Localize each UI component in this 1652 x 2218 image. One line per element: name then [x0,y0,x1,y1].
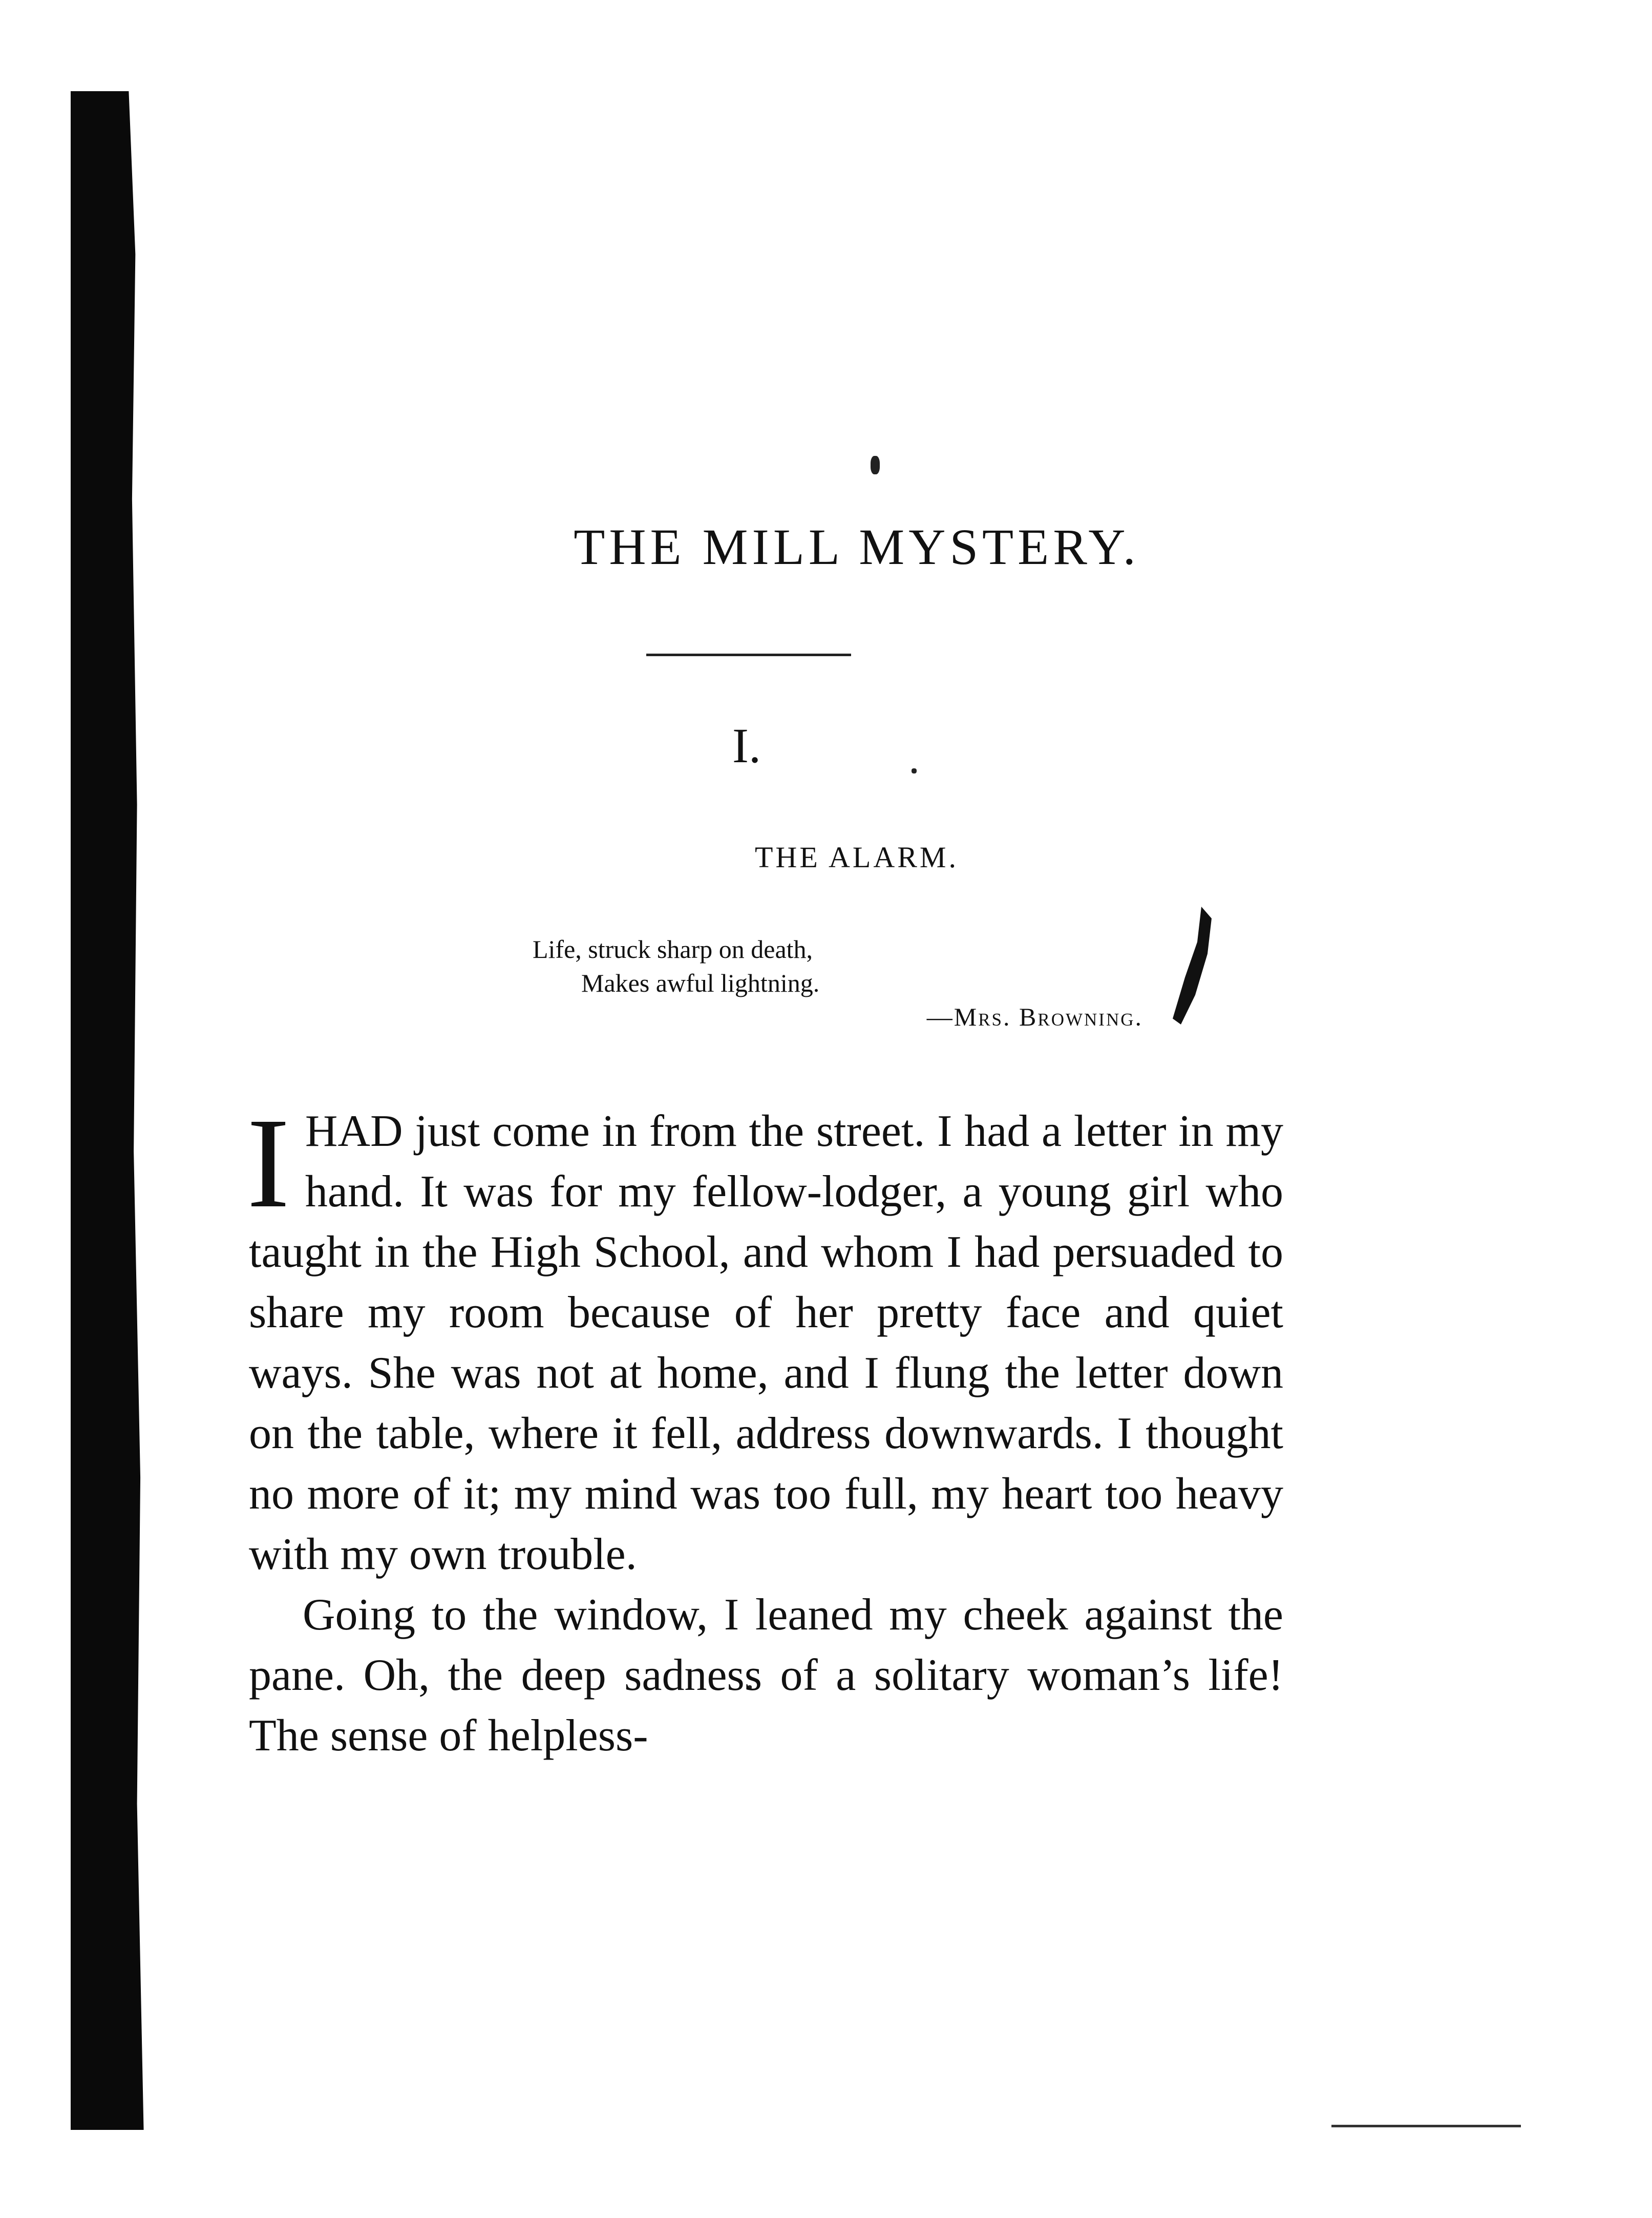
ink-speck [912,768,917,773]
bottom-rule [1331,2125,1521,2127]
drop-cap: I [247,1091,290,1234]
chapter-numeral: I. [732,718,761,773]
epigraph [533,932,1157,1034]
ink-speck [871,456,880,474]
chapter-title: THE ALARM. [755,841,959,874]
ink-blot [1173,907,1214,1024]
paragraph [247,1091,1283,1585]
paragraph-text: HAD just come in from the street. I had a letter in my hand. It was for my fellow-lodger, a young girl who taught in the High School, and whom I had persuaded to share my room because of her pretty face and quiet ways. She was not at home, and I flung the letter down on the table, where it fell, address downwards. I thought no more of it; my mind was too full, my heart too heavy with my own trouble. [249,1106,1283,1579]
epigraph-attribution: —Mrs. Browning. [926,1002,1143,1031]
binding-shadow [71,91,154,2130]
paragraph: Going to the window, I leaned my cheek against the pane. Oh, the deep sadness of a solitary woman’s life! The sense of helpless- [249,1590,1283,1761]
epigraph-line: Makes awful lightning. [581,969,820,997]
chapter-body [247,1091,1283,1766]
title-rule [646,654,851,656]
epigraph-line: Life, struck sharp on death, [533,935,813,964]
book-title: THE MILL MYSTERY. [574,518,1140,575]
